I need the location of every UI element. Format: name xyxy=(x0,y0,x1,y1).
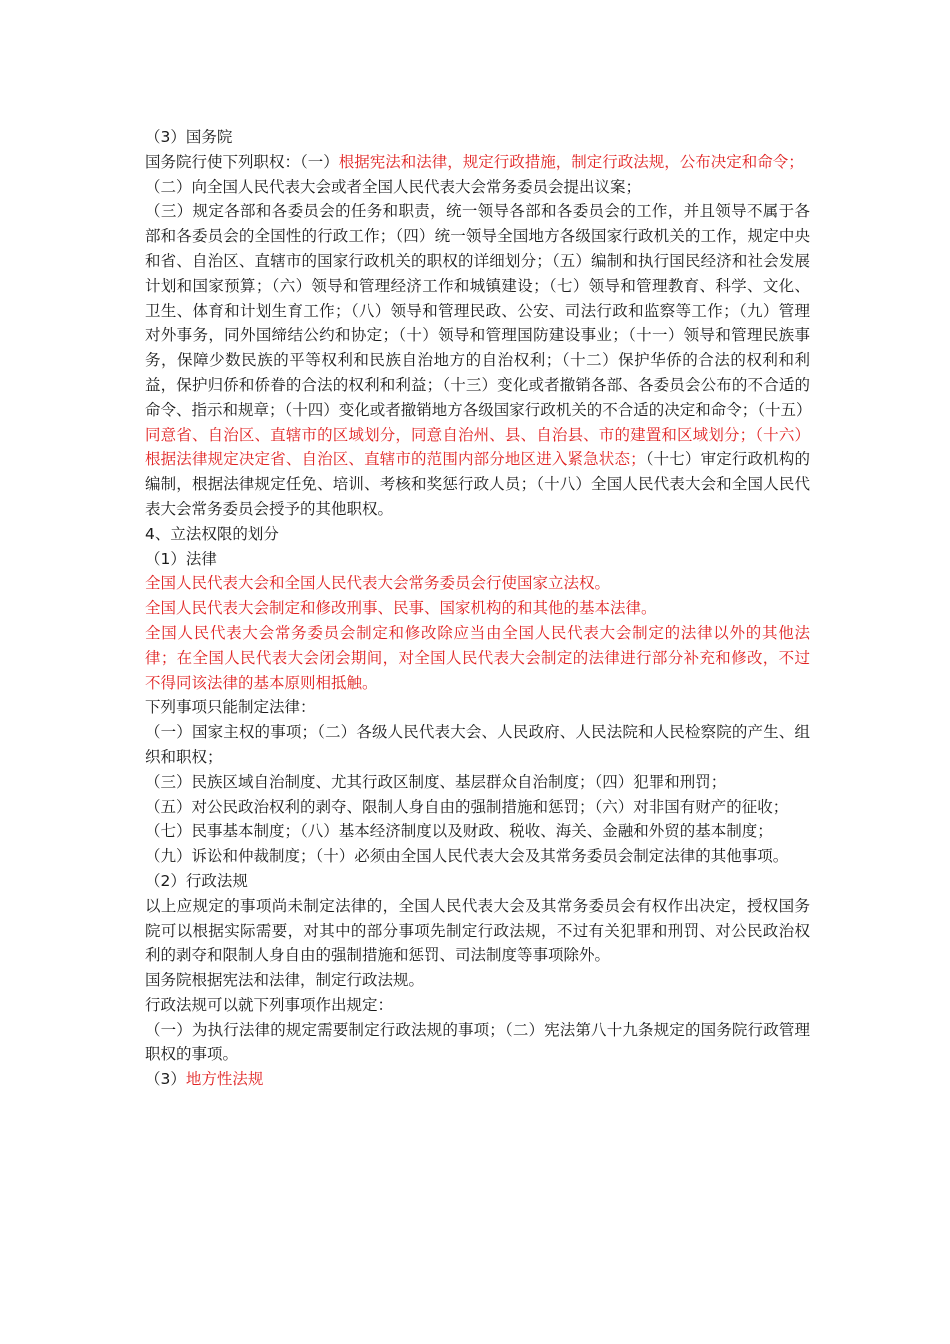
paragraph: 国务院根据宪法和法律，制定行政法规。 xyxy=(145,971,425,990)
paragraph: 以上应规定的事项尚未制定法律的，全国人民代表大会及其常务委员会有权作出决定，授权国务院可以根据实际需要，对其中的部分事项先制定行政法规，不过有关犯罪和刑罚、对公民政治权利的剥夺和限制人身自由的强制措施和惩罚、司法制度等事项除外。 xyxy=(145,896,810,965)
text-segment: 国务院行使下列职权：（一） xyxy=(145,152,339,171)
highlighted-paragraph: 全国人民代表大会制定和修改刑事、民事、国家机构的和其他的基本法律。 xyxy=(145,599,657,618)
paragraph: （三）民族区域自治制度、尤其行政区制度、基层群众自治制度；（四）犯罪和刑罚； xyxy=(145,772,727,791)
highlighted-text: 同意省、自治区、直辖市的区域划分，同意自治州、县、自治县、市的建置和区域划分； xyxy=(145,425,756,444)
paragraph-state-council-powers-intro xyxy=(145,150,810,175)
subsection-heading-law: （1）法律 xyxy=(145,549,217,568)
paragraph: （九）诉讼和仲裁制度；（十）必须由全国人民代表大会及其常务委员会制定法律的其他事项。 xyxy=(145,847,789,866)
text-segment: （3） xyxy=(145,1070,186,1089)
document-body xyxy=(145,125,810,1092)
section-heading-legislative-division: 4、立法权限的划分 xyxy=(145,524,279,543)
subsection-heading-local-regulations xyxy=(145,1067,810,1092)
paragraph-powers-list xyxy=(145,199,810,521)
text-segment: （十七）审定行政机构的编制，根据法律规定任免、培训、考核和奖惩行政人员；（十八）全国人民代表大会和全国人民代表大会常务委员会授予的其他职权。 xyxy=(145,450,810,518)
text-segment: （三）规定各部和各委员会的任务和职责，统一领导各部和各委员会的工作，并且领导不属于各部和各委员会的全国性的行政工作；（四）统一领导全国地方各级国家行政机关的工作，规定中央和省、自治区、直辖市的国家行政机关的职权的详细划分；（五）编制和执行国民经济和社会发展计划和国家预算；（六）领导和管理经济工作和城镇建设；（七）领导和管理教育、科学、文化、卫生、体育和计划生育工作；（八）领导和管理民政、公安、司法行政和监察等工作；（九）管理对外事务，同外国缔结公约和协定；（十）领导和管理国防建设事业；（十一）领导和管理民族事务，保障少数民族的平等权利和民族自治地方的自治权利；（十二）保护华侨的合法的权利和利益，保护归侨和侨眷的合法的权利和利益；（十三）变化或者撤销各部、各委员会公布的不合适的命令、指示和规章；（十四）变化或者撤销地方各级国家行政机关的不合适的决定和命令；（十五） xyxy=(145,202,812,419)
paragraph-power-2: （二）向全国人民代表大会或者全国人民代表大会常务委员会提出议案； xyxy=(145,177,642,196)
highlighted-text: 根据法律规定决定省、自治区、直辖市的范围内部分地区进入紧急状态； xyxy=(145,450,646,469)
paragraph: 下列事项只能制定法律： xyxy=(145,698,316,717)
paragraph: 行政法规可以就下列事项作出规定： xyxy=(145,995,394,1014)
subsection-heading-admin-regulations: （2）行政法规 xyxy=(145,871,248,890)
highlighted-text: 根据宪法和法律，规定行政措施，制定行政法规，公布决定和命令； xyxy=(338,152,804,171)
highlighted-paragraph: 全国人民代表大会和全国人民代表大会常务委员会行使国家立法权。 xyxy=(145,574,611,593)
highlighted-text: 地方性法规 xyxy=(185,1070,264,1089)
text-segment: （十六） xyxy=(755,425,810,444)
paragraph: （一）为执行法律的规定需要制定行政法规的事项；（二）宪法第八十九条规定的国务院行政管理职权的事项。 xyxy=(145,1020,810,1064)
paragraph: （五）对公民政治权利的剥夺、限制人身自由的强制措施和惩罚；（六）对非国有财产的征收； xyxy=(145,797,789,816)
section-heading-state-council: （3）国务院 xyxy=(145,128,233,146)
highlighted-paragraph: 全国人民代表大会常务委员会制定和修改除应当由全国人民代表大会制定的法律以外的其他法律；在全国人民代表大会闭会期间，对全国人民代表大会制定的法律进行部分补充和修改，不过不得同该法律的基本原则相抵触。 xyxy=(145,623,810,692)
paragraph: （一）国家主权的事项；（二）各级人民代表大会、人民政府、人民法院和人民检察院的产生、组织和职权； xyxy=(145,723,810,766)
paragraph: （七）民事基本制度；（八）基本经济制度以及财政、税收、海关、金融和外贸的基本制度； xyxy=(145,822,773,841)
